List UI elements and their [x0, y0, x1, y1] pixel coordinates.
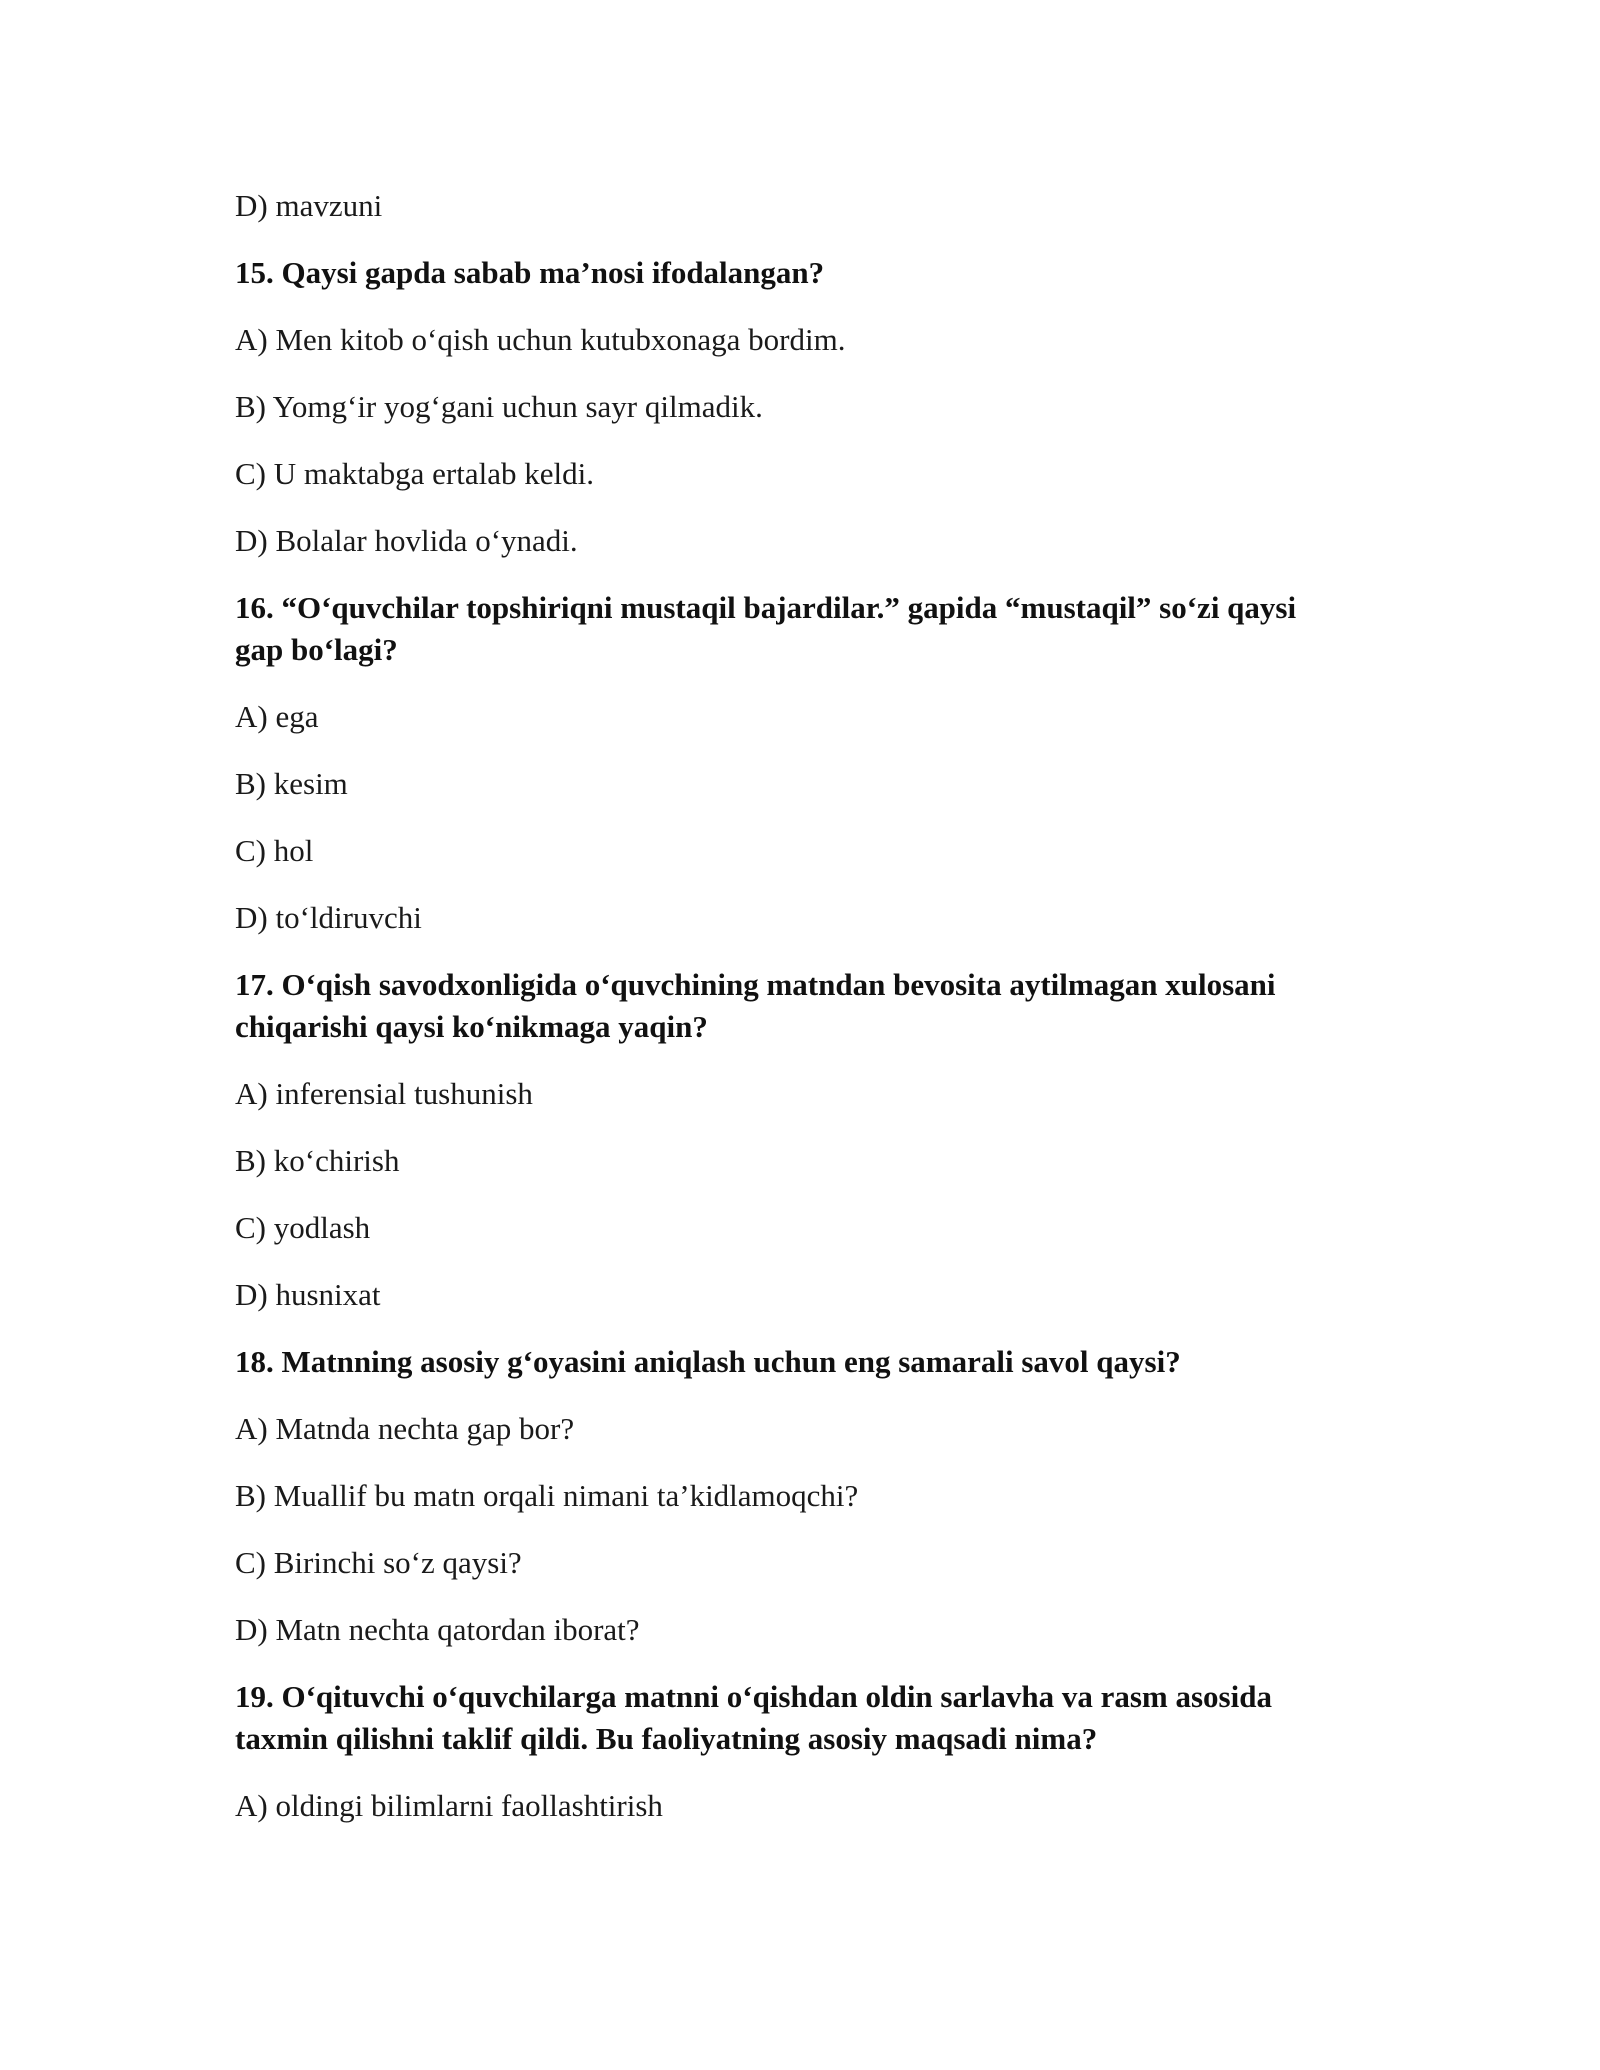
question-title: 16. “O‘quvchilar topshiriqni mustaqil bajardilar.” gapida “mustaqil” so‘zi qaysi — [235, 590, 1297, 625]
question-title: 15. Qaysi gapda sabab ma’nosi ifodalangan? — [235, 255, 825, 290]
question-title: 18. Matnning asosiy g‘oyasini aniqlash uchun eng samarali savol qaysi? — [235, 1344, 1181, 1379]
question-title-continued: chiqarishi qaysi ko‘nikmaga yaqin? — [235, 1009, 708, 1044]
answer-option: B) ko‘chirish — [235, 1143, 400, 1178]
answer-option: D) Bolalar hovlida o‘ynadi. — [235, 523, 578, 558]
answer-option: B) kesim — [235, 766, 348, 801]
answer-option: D) mavzuni — [235, 188, 383, 223]
question-title: 17. O‘qish savodxonligida o‘quvchining matndan bevosita aytilmagan xulosani — [235, 967, 1276, 1002]
question-title: 19. O‘qituvchi o‘quvchilarga matnni o‘qishdan oldin sarlavha va rasm asosida — [235, 1679, 1272, 1714]
answer-option: D) Matn nechta qatordan iborat? — [235, 1612, 640, 1647]
question-title-continued: taxmin qilishni taklif qildi. Bu faoliyatning asosiy maqsadi nima? — [235, 1721, 1098, 1756]
answer-option: C) Birinchi so‘z qaysi? — [235, 1545, 522, 1580]
answer-option: A) oldingi bilimlarni faollashtirish — [235, 1788, 663, 1823]
answer-option: A) Matnda nechta gap bor? — [235, 1411, 575, 1446]
answer-option: A) ega — [235, 699, 319, 734]
question-title-continued: gap bo‘lagi? — [235, 632, 398, 667]
answer-option: C) U maktabga ertalab keldi. — [235, 456, 594, 491]
answer-option: B) Muallif bu matn orqali nimani ta’kidlamoqchi? — [235, 1478, 859, 1513]
answer-option: A) inferensial tushunish — [235, 1076, 533, 1111]
answer-option: D) to‘ldiruvchi — [235, 900, 422, 935]
answer-option: A) Men kitob o‘qish uchun kutubxonaga bordim. — [235, 322, 846, 357]
answer-option: D) husnixat — [235, 1277, 381, 1312]
answer-option: C) hol — [235, 833, 314, 868]
answer-option: C) yodlash — [235, 1210, 371, 1245]
answer-option: B) Yomg‘ir yog‘gani uchun sayr qilmadik. — [235, 389, 763, 424]
